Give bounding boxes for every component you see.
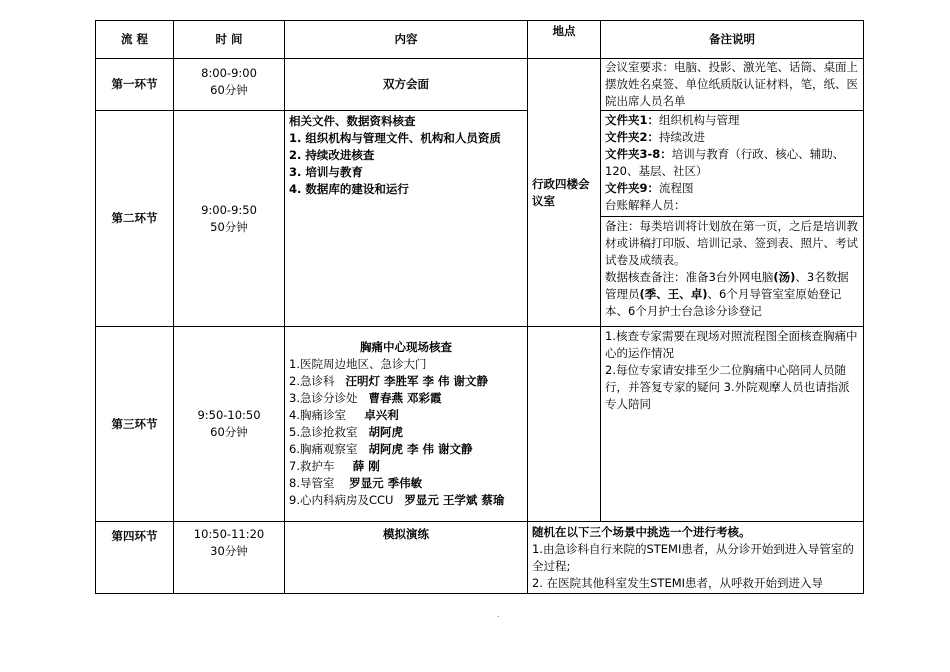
training-note: 备注：每类培训将计划放在第一页，之后是培训教材或讲稿打印版、培训记录、签到表、照片、考试试卷及成绩表。	[601, 216, 863, 269]
duration: 60分钟	[210, 425, 248, 439]
duration: 60分钟	[210, 83, 248, 97]
content-line: 相关文件、数据资料核查	[289, 114, 416, 128]
site-item: 3.急诊分诊处 曹春燕 邓彩霞	[289, 391, 442, 405]
time-range: 9:00-9:50	[201, 202, 257, 217]
remarks-title: 随机在以下三个场景中挑选一个进行考核。	[532, 525, 751, 539]
stage-cell: 第二环节	[96, 111, 174, 327]
remarks-cell	[601, 327, 864, 522]
header-remarks: 备注说明	[601, 21, 864, 59]
header-flow: 流 程	[96, 21, 174, 59]
content-line: 1. 组织机构与管理文件、机构和人员资质	[289, 131, 501, 145]
time-range: 9:50-10:50	[197, 408, 261, 422]
site-item: 2.急诊科 汪明灯 李胜军 李 伟 谢文静	[289, 374, 488, 388]
content-line: 3. 培训与教育	[289, 165, 363, 179]
header-content: 内容	[285, 21, 528, 59]
time-range: 8:00-9:00	[201, 66, 257, 80]
remarks-cell: 会议室要求：电脑、投影、激光笔、话筒、桌面上摆放姓名桌签、单位纸质版认证材料，笔，纸、医院出席人员名单	[601, 59, 864, 111]
remarks-cell	[601, 111, 864, 327]
folder-item: 文件夹2：持续改进	[605, 130, 706, 144]
content-cell: 双方会面	[285, 59, 528, 111]
data-note: 数据核查备注：准备3台外网电脑(汤)、3名数据管理员(季、王、卓)、6个月导管室室原始登记本、6个月护士台急诊分诊登记	[605, 270, 849, 318]
time-cell	[174, 522, 285, 594]
remark-line: 2. 在医院其他科室发生STEMI患者，从呼救开始到进入导	[532, 576, 824, 590]
remark-line: 1.核查专家需要在现场对照流程图全面核查胸痛中心的运作情况	[605, 329, 858, 360]
folder-item: 文件夹1：组织机构与管理	[605, 113, 740, 127]
schedule-table	[95, 20, 864, 594]
table-row	[96, 59, 864, 111]
folder-item: 文件夹3-8：培训与教育（行政、核心、辅助、120、基层、社区）	[605, 147, 845, 178]
content-title: 胸痛中心现场核查	[360, 340, 452, 354]
content-line: 4. 数据库的建设和运行	[289, 182, 409, 196]
site-item: 8.导管室 罗显元 季伟敏	[289, 476, 423, 490]
content-cell	[285, 327, 528, 522]
stage-cell: 第三环节	[96, 327, 174, 522]
header-place: 地点	[528, 21, 601, 59]
remark-line: 2.每位专家请安排至少二位胸痛中心陪同人员随行，并答复专家的疑问 3.外院观摩人员也请指派专人陪同	[605, 363, 850, 411]
time-range: 10:50-11:20	[193, 527, 265, 541]
content-cell	[285, 111, 528, 327]
site-item: 7.救护车 薛 刚	[289, 459, 380, 473]
site-item: 1.医院周边地区、急诊大门	[289, 357, 427, 371]
folder-item: 文件夹9：流程图	[605, 181, 694, 195]
time-cell	[174, 327, 285, 522]
location-cell: 行政四楼会议室	[528, 59, 601, 327]
header-row	[96, 21, 864, 59]
place-cell-empty	[528, 327, 601, 522]
content-cell: 模拟演练	[285, 522, 528, 594]
content-line: 2. 持续改进核查	[289, 148, 375, 162]
table-row	[96, 111, 864, 327]
site-item: 5.急诊抢救室 胡阿虎	[289, 425, 403, 439]
table-row	[96, 327, 864, 522]
duration: 30分钟	[210, 544, 248, 558]
time-cell	[174, 59, 285, 111]
stage-cell: 第四环节	[96, 522, 174, 594]
site-item: 6.胸痛观察室 胡阿虎 李 伟 谢文静	[289, 442, 473, 456]
footer-mark: .	[497, 610, 500, 619]
table-row	[96, 522, 864, 594]
header-time: 时 间	[174, 21, 285, 59]
duration: 50分钟	[210, 219, 248, 234]
site-item: 4.胸痛诊室 卓兴利	[289, 408, 399, 422]
site-item: 9.心内科病房及CCU 罗显元 王学斌 蔡瑜	[289, 493, 505, 507]
stage-cell: 第一环节	[96, 59, 174, 111]
remark-line: 1.由急诊科自行来院的STEMI患者，从分诊开始到进入导管室的全过程;	[532, 542, 854, 573]
time-cell	[174, 111, 285, 327]
folder-footer: 台账解释人员：	[605, 198, 686, 212]
remarks-cell	[528, 522, 864, 594]
schedule-sheet	[95, 20, 864, 594]
